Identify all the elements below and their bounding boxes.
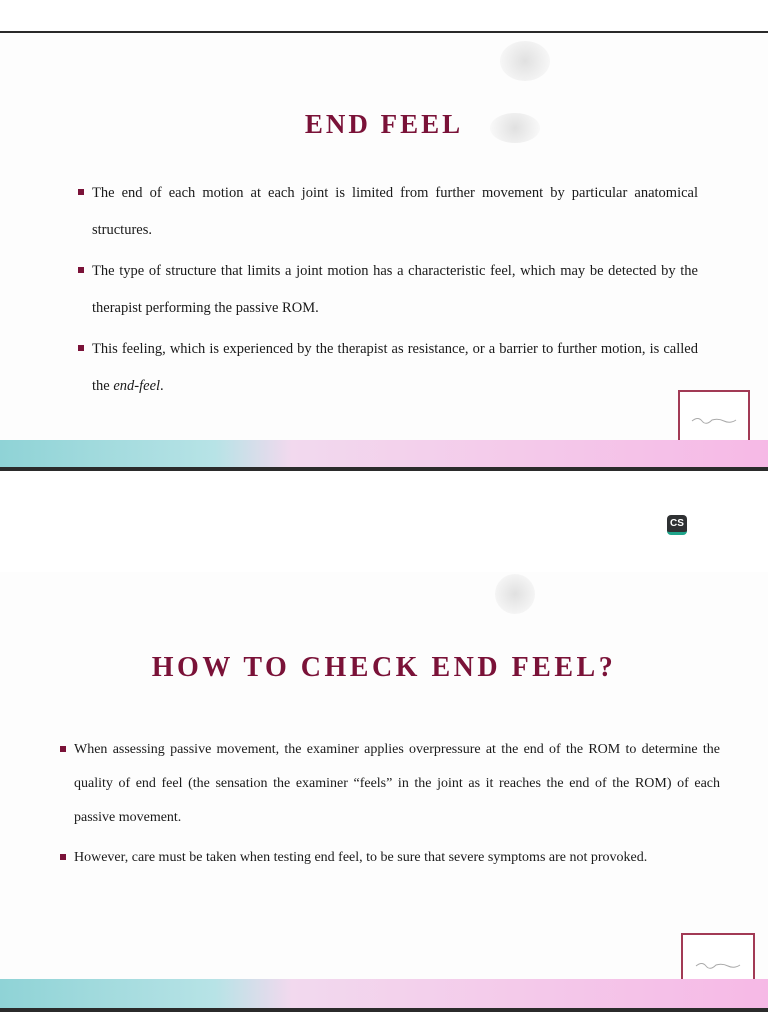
bullet-item: [60, 841, 720, 875]
bullet-text: This feeling, which is experienced by the therapist as resistance, or a barrier to further motion, is called the: [92, 341, 698, 394]
square-bullet-icon: [60, 854, 66, 860]
slide-how-to-check-end-feel: [0, 572, 768, 1012]
square-bullet-icon: [78, 267, 84, 273]
footer-edge: [0, 467, 768, 471]
bullet-item: [60, 733, 720, 835]
bullet-item: [78, 331, 698, 405]
bullet-emphasis: end-feel: [113, 378, 161, 394]
bullet-text: The type of structure that limits a joint motion has a characteristic feel, which may be detected by the therapist performing the passive ROM.: [92, 263, 698, 316]
slide-title: END FEEL: [304, 109, 464, 139]
square-bullet-icon: [78, 345, 84, 351]
bullet-item: [78, 175, 698, 249]
camscanner-icon: CS: [667, 515, 687, 535]
bullet-list: [60, 733, 720, 881]
bullet-list: [78, 175, 698, 409]
footer-band: [0, 979, 768, 1008]
footer-edge: [0, 1008, 768, 1012]
scan-smudge: [495, 574, 535, 614]
signature-icon: [694, 960, 742, 970]
slide-title: HOW TO CHECK END FEEL?: [151, 652, 617, 683]
square-bullet-icon: [60, 746, 66, 752]
bullet-text: When assessing passive movement, the examiner applies overpressure at the end of the ROM to determine the quality of end feel (the sensation the examiner “feels” in the joint as it reaches the end of the ROM) of each passive movement.: [74, 742, 720, 825]
bullet-item: [78, 253, 698, 327]
footer-band: [0, 440, 768, 467]
bullet-text-end: .: [160, 378, 164, 394]
square-bullet-icon: [78, 189, 84, 195]
bullet-text: However, care must be taken when testing end feel, to be sure that severe symptoms are not provoked.: [74, 850, 648, 865]
bullet-text: The end of each motion at each joint is limited from further movement by particular anatomical structures.: [92, 185, 698, 238]
scan-smudge: [500, 41, 550, 81]
signature-icon: [690, 415, 738, 425]
slide-end-feel: [0, 33, 768, 469]
